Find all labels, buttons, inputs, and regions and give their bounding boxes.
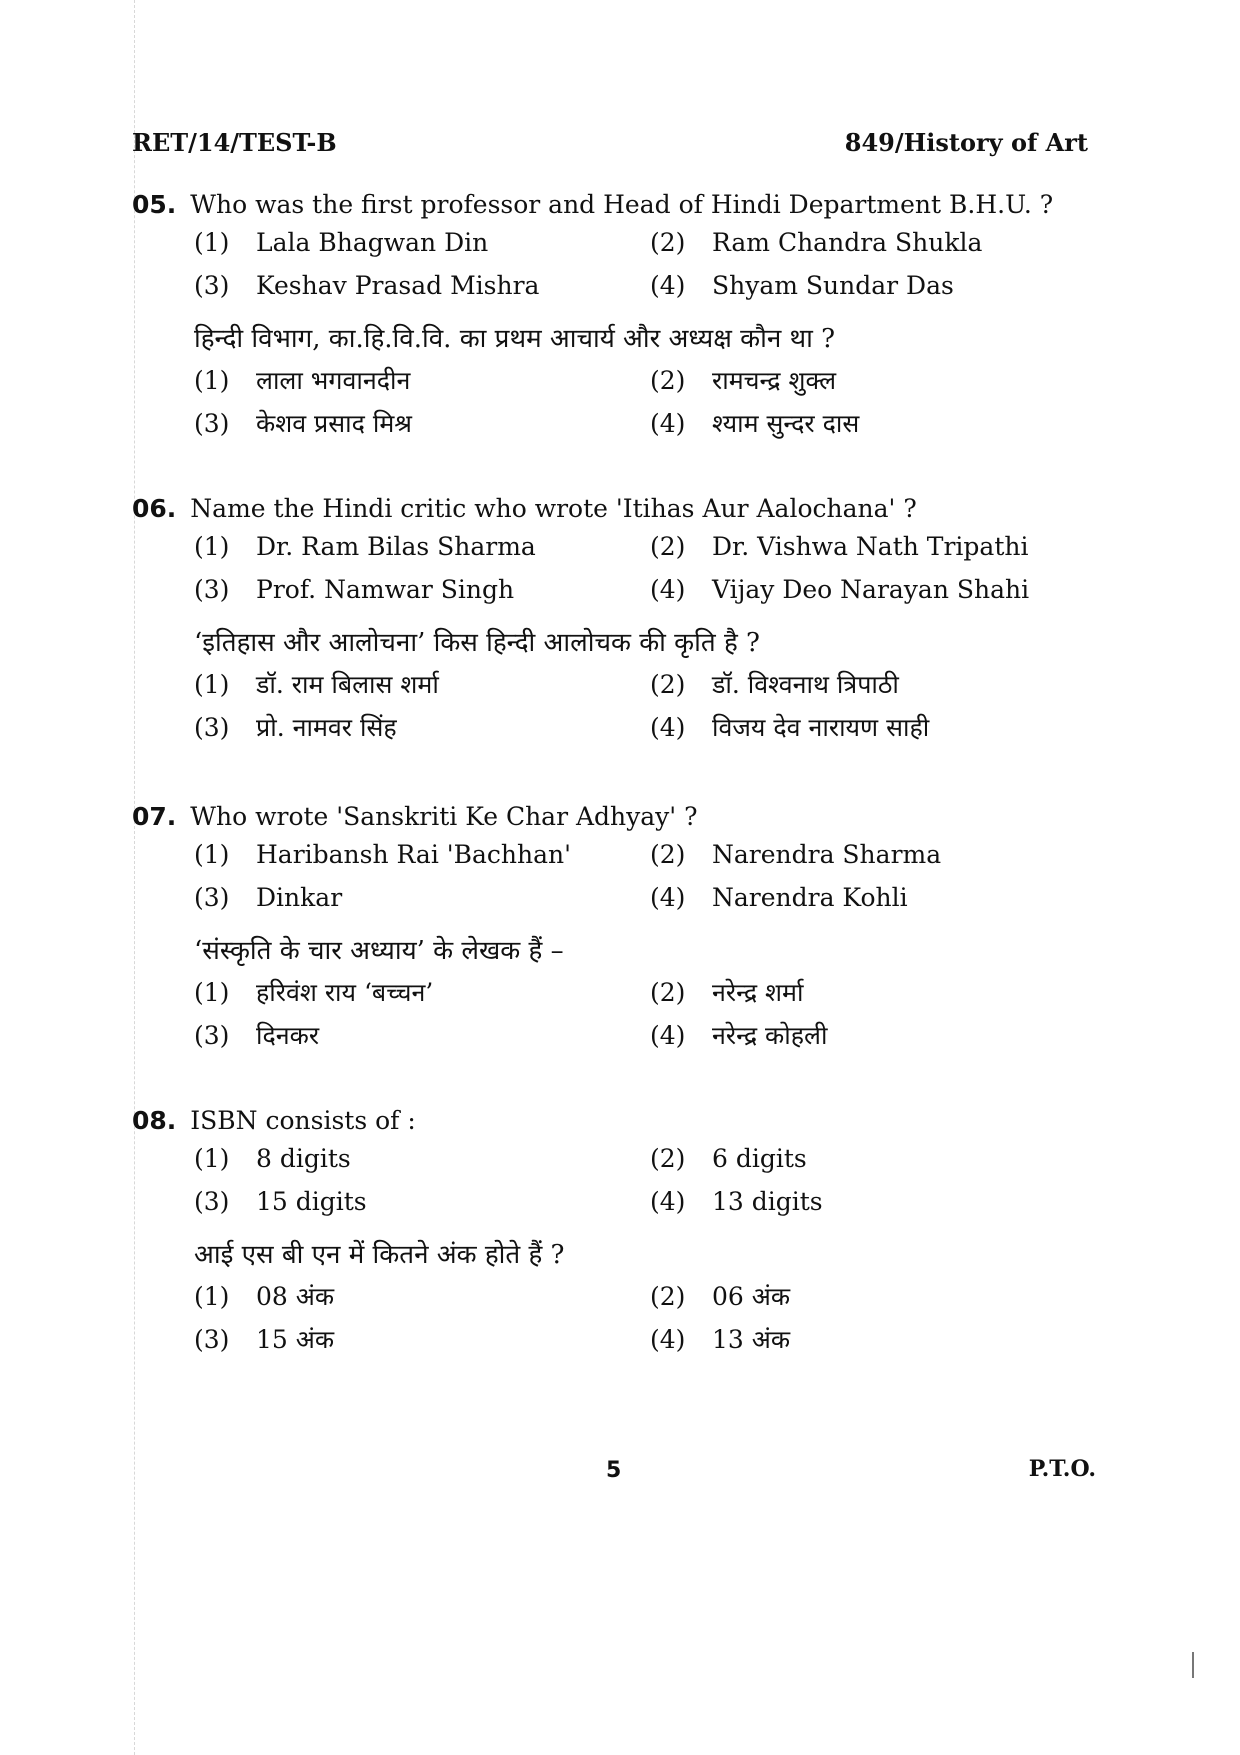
option-number: (4) xyxy=(650,409,686,438)
option-2-en xyxy=(650,838,941,872)
option-number: (2) xyxy=(650,532,686,561)
option-4-en xyxy=(650,881,908,915)
option-4-en xyxy=(650,269,954,303)
option-text: नरेन्द्र शर्मा xyxy=(712,978,804,1007)
option-number: (1) xyxy=(194,532,230,561)
option-row xyxy=(132,364,1092,407)
option-2-en xyxy=(650,226,982,260)
option-number: (4) xyxy=(650,1325,686,1354)
option-text: विजय देव नारायण साही xyxy=(712,713,930,742)
option-number: (2) xyxy=(650,840,686,869)
option-1-en xyxy=(194,226,488,260)
header-paper-code: RET/14/TEST-B xyxy=(132,128,337,157)
option-text: 13 digits xyxy=(712,1187,823,1216)
question-07 xyxy=(132,800,1092,1062)
option-text: डॉ. विश्वनाथ त्रिपाठी xyxy=(712,670,899,699)
option-2-en xyxy=(650,530,1028,564)
option-2-hi xyxy=(650,668,899,702)
option-text: केशव प्रसाद मिश्र xyxy=(256,409,412,438)
option-number: (2) xyxy=(650,1144,686,1173)
option-number: (1) xyxy=(194,1144,230,1173)
option-4-hi xyxy=(650,1019,827,1053)
option-text: 8 digits xyxy=(256,1144,351,1173)
page-number: 5 xyxy=(606,1458,622,1483)
question-text-en xyxy=(132,492,1092,530)
option-text: 15 digits xyxy=(256,1187,367,1216)
option-3-hi xyxy=(194,1019,319,1053)
option-number: (3) xyxy=(194,271,230,300)
option-number: (2) xyxy=(650,228,686,257)
option-number: (2) xyxy=(650,978,686,1007)
option-number: (1) xyxy=(194,1282,230,1311)
question-08 xyxy=(132,1104,1092,1366)
option-text: Keshav Prasad Mishra xyxy=(256,271,540,300)
option-text: Ram Chandra Shukla xyxy=(712,228,983,257)
question-hindi: ‘इतिहास और आलोचना’ किस हिन्दी आलोचक की कृति है ? xyxy=(194,628,760,658)
option-number: (1) xyxy=(194,840,230,869)
option-number: (2) xyxy=(650,670,686,699)
question-english: Who was the first professor and Head of Hindi Department B.H.U. ? xyxy=(190,190,1054,219)
option-row xyxy=(132,1323,1092,1366)
option-text: Dr. Ram Bilas Sharma xyxy=(256,532,536,561)
option-number: (3) xyxy=(194,1021,230,1050)
option-1-en xyxy=(194,530,536,564)
option-number: (3) xyxy=(194,575,230,604)
question-number: 05. xyxy=(132,190,177,219)
question-text-en xyxy=(132,800,1092,838)
option-number: (4) xyxy=(650,1021,686,1050)
option-number: (4) xyxy=(650,713,686,742)
option-4-en xyxy=(650,1185,823,1219)
option-text: Haribansh Rai 'Bachhan' xyxy=(256,840,572,869)
option-row xyxy=(132,881,1092,924)
option-number: (2) xyxy=(650,366,686,395)
option-text: Lala Bhagwan Din xyxy=(256,228,489,257)
option-text: 08 अंक xyxy=(256,1282,335,1311)
option-number: (3) xyxy=(194,883,230,912)
option-3-en xyxy=(194,269,539,303)
option-text: 13 अंक xyxy=(712,1325,791,1354)
option-1-en xyxy=(194,838,571,872)
option-text: Dinkar xyxy=(256,883,343,912)
option-number: (3) xyxy=(194,1325,230,1354)
pto-label: P.T.O. xyxy=(1028,1456,1096,1482)
question-number: 06. xyxy=(132,494,177,523)
question-hindi: ‘संस्कृति के चार अध्याय’ के लेखक हैं – xyxy=(194,936,564,966)
option-number: (2) xyxy=(650,1282,686,1311)
option-number: (1) xyxy=(194,366,230,395)
option-text: Shyam Sundar Das xyxy=(712,271,954,300)
question-hindi: आई एस बी एन में कितने अंक होते हैं ? xyxy=(194,1240,565,1270)
option-row xyxy=(132,1142,1092,1185)
option-row xyxy=(132,530,1092,573)
option-2-hi xyxy=(650,976,803,1010)
option-text: 6 digits xyxy=(712,1144,807,1173)
option-row xyxy=(132,1019,1092,1062)
option-number: (3) xyxy=(194,1187,230,1216)
scan-mark xyxy=(1192,1652,1194,1678)
option-1-en xyxy=(194,1142,351,1176)
option-3-en xyxy=(194,881,342,915)
question-text-en xyxy=(132,188,1092,226)
option-text: रामचन्द्र शुक्ल xyxy=(712,366,837,395)
option-text: 06 अंक xyxy=(712,1282,791,1311)
option-row xyxy=(132,838,1092,881)
question-05 xyxy=(132,188,1092,450)
option-row xyxy=(132,269,1092,312)
option-number: (3) xyxy=(194,409,230,438)
option-row xyxy=(132,573,1092,616)
option-3-en xyxy=(194,573,514,607)
option-row xyxy=(132,976,1092,1019)
option-text: Narendra Sharma xyxy=(712,840,942,869)
option-3-hi xyxy=(194,711,397,745)
option-number: (4) xyxy=(650,575,686,604)
header-subject: 849/History of Art xyxy=(844,128,1088,157)
option-text: Vijay Deo Narayan Shahi xyxy=(712,575,1030,604)
option-number: (4) xyxy=(650,883,686,912)
question-english: ISBN consists of : xyxy=(190,1106,416,1135)
option-text: डॉ. राम बिलास शर्मा xyxy=(256,670,439,699)
option-4-en xyxy=(650,573,1029,607)
question-number: 08. xyxy=(132,1106,177,1135)
question-06 xyxy=(132,492,1092,754)
option-number: (1) xyxy=(194,228,230,257)
option-text: 15 अंक xyxy=(256,1325,335,1354)
option-3-hi xyxy=(194,1323,334,1357)
option-2-hi xyxy=(650,1280,790,1314)
option-2-en xyxy=(650,1142,807,1176)
option-number: (3) xyxy=(194,713,230,742)
option-1-hi xyxy=(194,364,410,398)
option-1-hi xyxy=(194,1280,334,1314)
option-row xyxy=(132,226,1092,269)
option-4-hi xyxy=(650,711,929,745)
option-text: Narendra Kohli xyxy=(712,883,908,912)
option-text: Dr. Vishwa Nath Tripathi xyxy=(712,532,1029,561)
option-number: (4) xyxy=(650,1187,686,1216)
option-text: श्याम सुन्दर दास xyxy=(712,409,860,438)
question-text-en xyxy=(132,1104,1092,1142)
option-text: Prof. Namwar Singh xyxy=(256,575,515,604)
option-4-hi xyxy=(650,407,859,441)
option-2-hi xyxy=(650,364,836,398)
question-hindi: हिन्दी विभाग, का.हि.वि.वि. का प्रथम आचार्य और अध्यक्ष कौन था ? xyxy=(194,324,836,354)
option-row xyxy=(132,407,1092,450)
option-row xyxy=(132,1280,1092,1323)
option-number: (4) xyxy=(650,271,686,300)
option-3-hi xyxy=(194,407,412,441)
option-4-hi xyxy=(650,1323,790,1357)
option-text: हरिवंश राय ‘बच्चन’ xyxy=(256,978,434,1007)
option-1-hi xyxy=(194,976,433,1010)
option-text: नरेन्द्र कोहली xyxy=(712,1021,828,1050)
question-number: 07. xyxy=(132,802,177,831)
option-row xyxy=(132,668,1092,711)
option-number: (1) xyxy=(194,670,230,699)
question-english: Who wrote 'Sanskriti Ke Char Adhyay' ? xyxy=(190,802,698,831)
question-english: Name the Hindi critic who wrote 'Itihas Aur Aalochana' ? xyxy=(190,494,917,523)
option-number: (1) xyxy=(194,978,230,1007)
option-row xyxy=(132,1185,1092,1228)
option-text: दिनकर xyxy=(256,1021,320,1050)
option-text: लाला भगवानदीन xyxy=(256,366,411,395)
option-text: प्रो. नामवर सिंह xyxy=(256,713,397,742)
option-row xyxy=(132,711,1092,754)
option-3-en xyxy=(194,1185,367,1219)
option-1-hi xyxy=(194,668,439,702)
